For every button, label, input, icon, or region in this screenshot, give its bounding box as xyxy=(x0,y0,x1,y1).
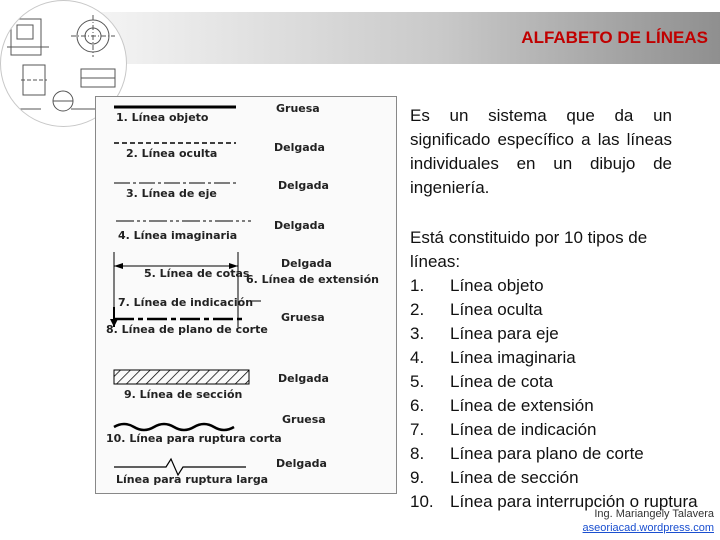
section-line-sample xyxy=(114,370,249,384)
author-name: Ing. Mariangely Talavera xyxy=(594,508,714,520)
figure-weight-label: Gruesa xyxy=(281,311,325,324)
list-item-label: Línea de cota xyxy=(450,372,554,391)
figure-weight-label: Delgada xyxy=(276,457,327,470)
list-item-number: 2. xyxy=(410,300,425,319)
list-item xyxy=(410,322,710,346)
list-item xyxy=(410,442,710,466)
figure-label: 4. Línea imaginaria xyxy=(118,229,238,242)
figure-label: 9. Línea de sección xyxy=(124,388,243,401)
list-item-number: 8. xyxy=(410,444,425,463)
figure-weight-label: Delgada xyxy=(278,179,329,192)
list-item-label: Línea para eje xyxy=(450,324,559,343)
figure-label: 5. Línea de cotas xyxy=(144,267,250,280)
list-item-number: 9. xyxy=(410,468,425,487)
list-item-label: Línea objeto xyxy=(450,276,544,295)
list-item-number: 4. xyxy=(410,348,425,367)
list-item-number: 3. xyxy=(410,324,425,343)
list-item-number: 5. xyxy=(410,372,425,391)
list-item-label: Línea de indicación xyxy=(450,420,597,439)
figure-label: 2. Línea oculta xyxy=(126,147,218,160)
figure-label: 7. Línea de indicación xyxy=(118,296,254,309)
figure-label: 8. Línea de plano de corte xyxy=(106,323,268,336)
list-item-label: Línea de extensión xyxy=(450,396,594,415)
list-item-label: Línea oculta xyxy=(450,300,543,319)
list-item-label: Línea para plano de corte xyxy=(450,444,644,463)
line-alphabet-figure xyxy=(95,96,397,494)
description-text: Está constituido por 10 tipos de líneas: xyxy=(410,228,648,271)
list-item xyxy=(410,370,710,394)
intro-text: Es un sistema que da un significado específico a las líneas individuales en un dibujo de ingeniería. xyxy=(410,106,672,197)
list-item-number: 10. xyxy=(410,492,434,511)
figure-label: Línea para ruptura larga xyxy=(116,473,269,486)
credit xyxy=(583,507,714,535)
list-item xyxy=(410,298,710,322)
list-item-label: Línea imaginaria xyxy=(450,348,576,367)
list-item xyxy=(410,274,710,298)
list-item xyxy=(410,394,710,418)
figure-weight-label: Gruesa xyxy=(282,413,326,426)
figure-weight-label: Delgada xyxy=(274,141,325,154)
figure-label: 1. Línea objeto xyxy=(116,111,209,124)
figure-weight-label: Delgada xyxy=(278,372,329,385)
list-item-label: Línea para interrupción o ruptura xyxy=(450,492,698,511)
list-item xyxy=(410,466,710,490)
short-break-line-sample xyxy=(114,424,234,430)
list-item xyxy=(410,418,710,442)
list-item-number: 6. xyxy=(410,396,425,415)
list-item-number: 7. xyxy=(410,420,425,439)
line-types-list xyxy=(410,274,710,514)
website-link[interactable]: aseoriacad.wordpress.com xyxy=(582,522,714,534)
figure-weight-label: Gruesa xyxy=(276,102,320,115)
page-title: ALFABETO DE LÍNEAS xyxy=(521,28,708,47)
figure-label: 10. Línea para ruptura corta xyxy=(106,432,282,445)
figure-label: 3. Línea de eje xyxy=(126,187,217,200)
figure-weight-label: Delgada xyxy=(274,219,325,232)
list-item-number: 1. xyxy=(410,276,425,295)
list-item-label: Línea de sección xyxy=(450,468,579,487)
list-item xyxy=(410,346,710,370)
figure-label: 6. Línea de extensión xyxy=(246,273,379,286)
figure-weight-label: Delgada xyxy=(281,257,332,270)
title-bar xyxy=(100,12,720,64)
